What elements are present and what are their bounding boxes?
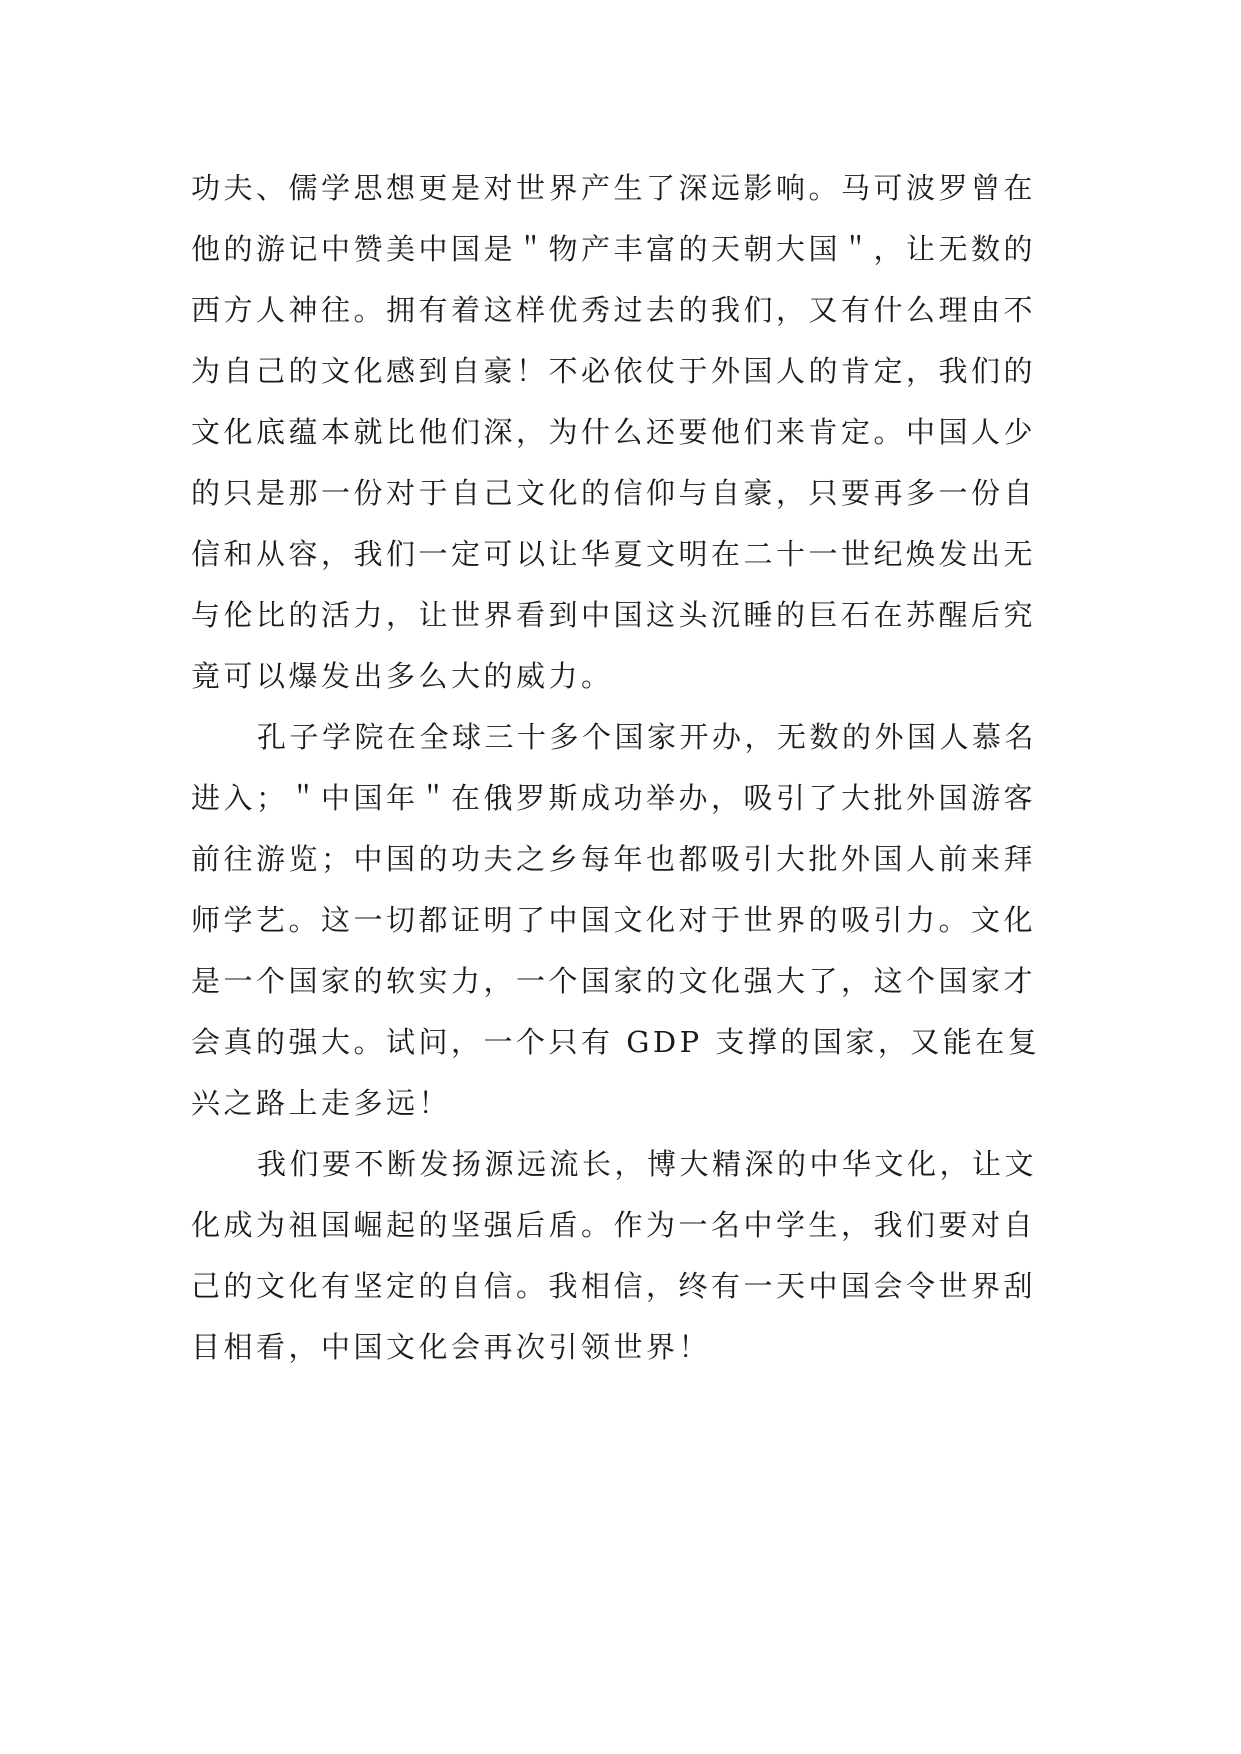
essay-body bbox=[191, 158, 1059, 1378]
paragraph-confucius-institute: 孔子学院在全球三十多个国家开办，无数的外国人慕名进入；＂中国年＂在俄罗斯成功举办，吸引了大批外国游客前往游览；中国的功夫之乡每年也都吸引大批外国人前来拜师学艺。这一切都证明了中国文化对于世界的吸引力。文化是一个国家的软实力，一个国家的文化强大了，这个国家才会真的强大。试问，一个只有 GDP 支撑的国家，又能在复兴之路上走多远！ bbox=[191, 720, 1041, 1120]
paragraph-continued: 功夫、儒学思想更是对世界产生了深远影响。马可波罗曾在他的游记中赞美中国是＂物产丰富的天朝大国＂，让无数的西方人神往。拥有着这样优秀过去的我们，又有什么理由不为自己的文化感到自豪！不必依仗于外国人的肯定，我们的文化底蕴本就比他们深，为什么还要他们来肯定。中国人少的只是那一份对于自己文化的信仰与自豪，只要再多一份自信和从容，我们一定可以让华夏文明在二十一世纪焕发出无与伦比的活力，让世界看到中国这头沉睡的巨石在苏醒后究竟可以爆发出多么大的威力。 bbox=[191, 171, 1037, 693]
paragraph-conclusion: 我们要不断发扬源远流长，博大精深的中华文化，让文化成为祖国崛起的坚强后盾。作为一名中学生，我们要对自己的文化有坚定的自信。我相信，终有一天中国会令世界刮目相看，中国文化会再次引领世界！ bbox=[191, 1147, 1038, 1364]
